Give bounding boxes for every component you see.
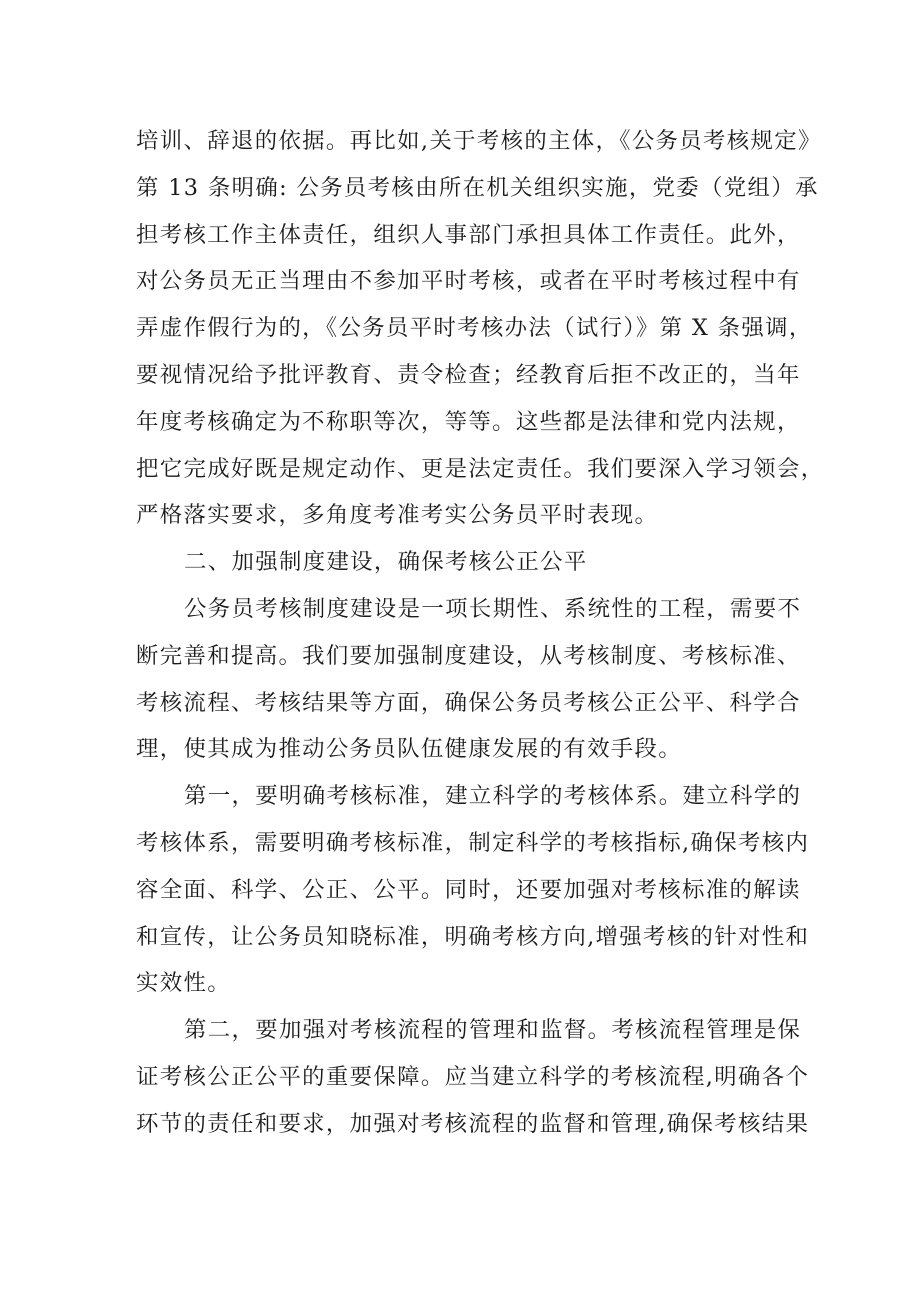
text-line: 证考核公正公平的重要保障。应当建立科学的考核流程,明确各个 [136,1063,810,1090]
text-line: 第一，要明确考核标准，建立科学的考核体系。建立科学的 [184,783,802,810]
text-line: 和宣传，让公务员知晓标准，明确考核方向,增强考核的针对性和 [136,923,810,950]
document-body [136,118,825,1148]
text-line: 实效性。 [136,970,231,997]
text-line: 断完善和提高。我们要加强制度建设，从考核制度、考核标准、 [136,642,801,669]
text-line: 对公务员无正当理由不参加平时考核，或者在平时考核过程中有 [136,268,801,295]
text-line: 严格落实要求，多角度考准考实公务员平时表现。 [136,502,659,529]
text-line: 公务员考核制度建设是一项长期性、系统性的工程，需要不 [184,595,802,622]
section-heading: 二、加强制度建设，确保考核公正公平 [184,549,588,576]
text-line: 把它完成好既是规定动作、更是法定责任。我们要深入学习领会， [136,455,825,482]
text-line: 考核流程、考核结果等方面，确保公务员考核公正公平、科学合 [136,689,801,716]
text-line: 容全面、科学、公正、公平。同时，还要加强对考核标准的解读 [136,876,801,903]
text-line: 担考核工作主体责任，组织人事部门承担具体工作责任。此外， [136,221,801,248]
text-line: 培训、辞退的依据。再比如,关于考核的主体，《公务员考核规定》 [136,128,822,154]
text-line: 年度考核确定为不称职等次，等等。这些都是法律和党内法规， [136,408,801,435]
text-line: 考核体系，需要明确考核标准，制定科学的考核指标,确保考核内 [136,829,810,856]
text-line: 环节的责任和要求，加强对考核流程的监督和管理,确保考核结果 [136,1110,810,1137]
text-line: 第 13 条明确: 公务员考核由所在机关组织实施，党委（党组）承 [136,174,819,201]
text-line: 理，使其成为推动公务员队伍健康发展的有效手段。 [136,736,683,763]
text-line: 要视情况给予批评教育、责令检查；经教育后拒不改正的，当年 [136,361,801,388]
text-line: 弄虚作假行为的，《公务员平时考核办法（试行）》第 X 条强调， [136,315,813,342]
text-line: 第二，要加强对考核流程的管理和监督。考核流程管理是保 [184,1017,802,1044]
